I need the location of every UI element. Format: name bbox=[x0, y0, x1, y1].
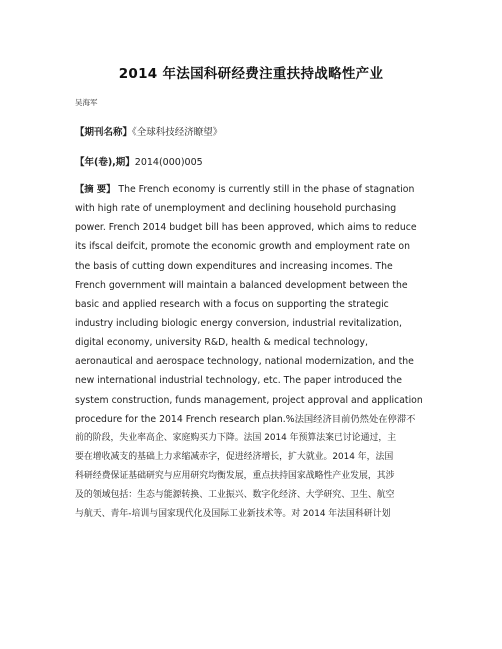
journal-row bbox=[75, 124, 222, 138]
year-issue-row bbox=[75, 154, 203, 168]
year-issue-label: 【年(卷),期】 bbox=[75, 157, 135, 168]
abstract-line: digital economy, university R&D, health & medical technology, bbox=[75, 337, 368, 349]
journal-value: 《全球科技经济瞭望》 bbox=[132, 127, 223, 138]
abstract-line: 科研经费保证基础研究与应用研究均衡发展，重点扶持国家战略性产业发展，其涉 bbox=[75, 471, 395, 482]
abstract-label: 【摘 要】 bbox=[75, 184, 116, 195]
abstract-line bbox=[75, 180, 440, 199]
abstract-line: the basis of cutting down expenditures and increasing incomes. The bbox=[75, 260, 393, 272]
abstract-line: with high rate of unemployment and declining household purchasing bbox=[75, 203, 397, 215]
abstract-line: new international industrial technology, etc. The paper introduced the bbox=[75, 375, 403, 387]
abstract-line: its ifscal deifcit, promote the economic growth and employment rate on bbox=[75, 241, 410, 253]
author-name: 吴海军 bbox=[75, 98, 98, 107]
abstract-line: procedure for the 2014 French research plan.%法国经济目前仍然处在停滞不 bbox=[75, 413, 416, 425]
abstract-line: power. French 2014 budget bill has been approved, which aims to reduce bbox=[75, 222, 417, 234]
abstract-line: industry including biologic energy conversion, industrial revitalization, bbox=[75, 317, 402, 329]
abstract-line: 及的领域包括：生态与能源转换、工业振兴、数字化经济、大学研究、卫生、航空 bbox=[75, 490, 395, 501]
abstract-line: aeronautical and aerospace technology, national modernization, and the bbox=[75, 356, 414, 368]
journal-label: 【期刊名称】 bbox=[75, 127, 133, 138]
abstract-line: 与航天、青年-培训与国家现代化及国际工业新技术等。对 2014 年法国科研计划 bbox=[75, 509, 391, 520]
abstract-line: basic and applied research with a focus on supporting the strategic bbox=[75, 298, 389, 310]
abstract-line: system construction, funds management, project approval and application bbox=[75, 394, 423, 406]
year-issue-value: 2014(000)005 bbox=[134, 157, 203, 168]
document-title: 2014 年法国科研经费注重扶持战略性产业 bbox=[118, 66, 384, 82]
abstract-line: 前的阶段，失业率高企、家庭购买力下降。法国 2014 年预算法案已讨论通过，主 bbox=[75, 432, 397, 443]
abstract-line: French government will maintain a balanced development between the bbox=[75, 279, 408, 291]
abstract-line: 要在增收减支的基础上力求缩减赤字，促进经济增长，扩大就业。2014 年，法国 bbox=[75, 451, 394, 462]
abstract-block bbox=[75, 180, 440, 525]
abstract-text: The French economy is currently still in the phase of stagnation bbox=[118, 184, 415, 195]
